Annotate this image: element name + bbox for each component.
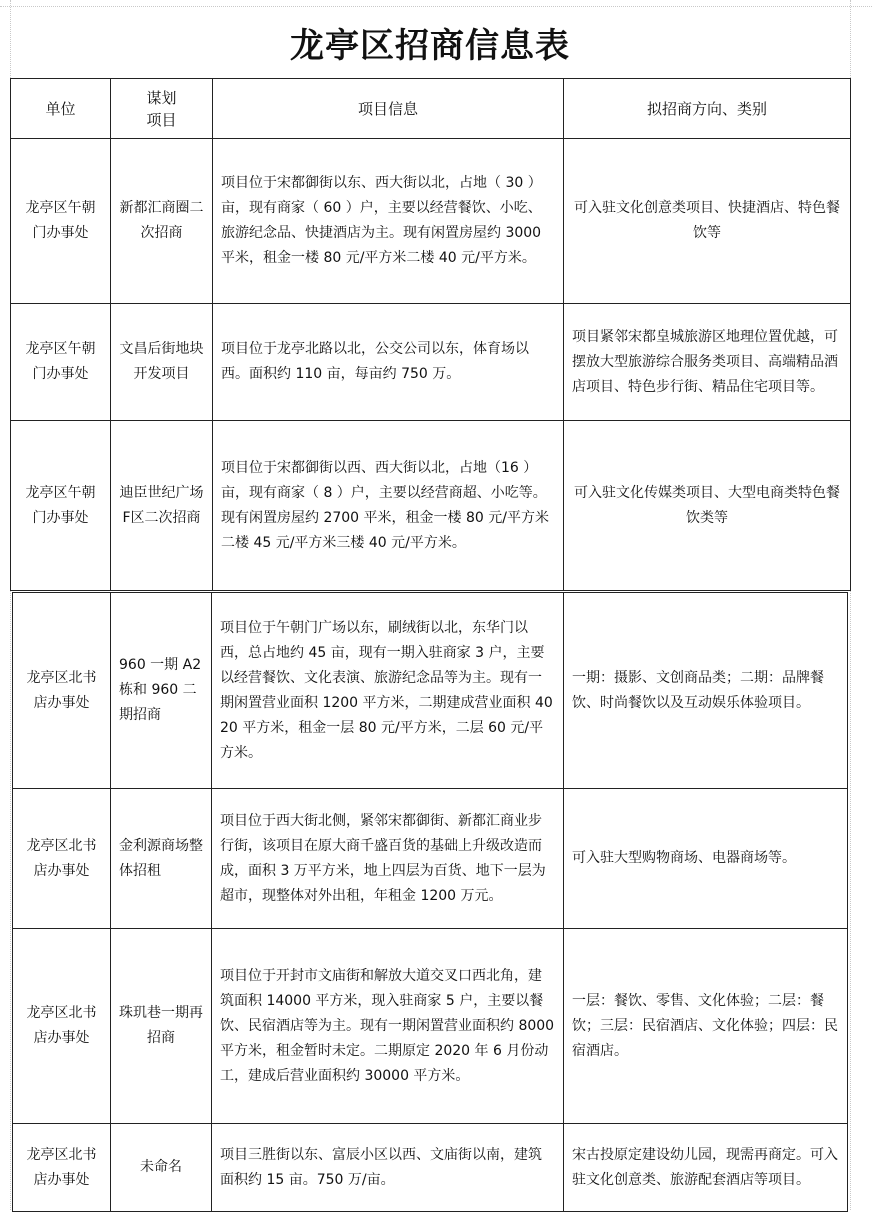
cell-direction: 一期：摄影、文创商品类；二期：品牌餐饮、时尚餐饮以及互动娱乐体验项目。 — [564, 593, 848, 789]
info-table-lower — [12, 592, 848, 1212]
header-project: 谋划 项目 — [111, 79, 213, 139]
cell-info: 项目三胜街以东、富辰小区以西、文庙街以南，建筑面积约 15 亩。750 万/亩。 — [212, 1124, 564, 1212]
cell-info: 项目位于开封市文庙街和解放大道交叉口西北角，建筑面积 14000 平方米，现入驻商家 5 户，主要以餐饮、民宿酒店等为主。现有一期闲置营业面积约 8000 平方米，租金暂时未定。二期原定 2020 年 6 月份动工，建成后营业面积约 30000 平方米。 — [212, 929, 564, 1124]
header-info: 项目信息 — [213, 79, 564, 139]
header-direction: 拟招商方向、类别 — [564, 79, 851, 139]
cell-project: 珠玑巷一期再招商 — [111, 929, 212, 1124]
table-row — [11, 304, 851, 421]
table-row — [13, 593, 848, 789]
cell-direction: 项目紧邻宋都皇城旅游区地理位置优越，可摆放大型旅游综合服务类项目、高端精品酒店项目、特色步行街、精品住宅项目等。 — [564, 304, 851, 421]
cell-unit: 龙亭区午朝门办事处 — [11, 139, 111, 304]
cell-info: 项目位于龙亭北路以北，公交公司以东，体育场以西。面积约 110 亩，每亩约 750 万。 — [213, 304, 564, 421]
cell-project: 新都汇商圈二次招商 — [111, 139, 213, 304]
cell-info: 项目位于西大街北侧，紧邻宋都御街、新都汇商业步行街，该项目在原大商千盛百货的基础上升级改造而成，面积 3 万平方米，地上四层为百货、地下一层为超市，现整体对外出租，年租金 1200 万元。 — [212, 789, 564, 929]
cell-unit: 龙亭区北书店办事处 — [13, 929, 111, 1124]
cell-project: 未命名 — [111, 1124, 212, 1212]
cell-direction: 宋古投原定建设幼儿园，现需再商定。可入驻文化创意类、旅游配套酒店等项目。 — [564, 1124, 848, 1212]
cell-project: 金利源商场整体招租 — [111, 789, 212, 929]
cell-unit: 龙亭区午朝门办事处 — [11, 304, 111, 421]
cell-project: 迪臣世纪广场F区二次招商 — [111, 421, 213, 591]
table-row — [13, 789, 848, 929]
cell-unit: 龙亭区午朝门办事处 — [11, 421, 111, 591]
table-row — [11, 421, 851, 591]
cell-direction: 一层：餐饮、零售、文化体验；二层：餐饮；三层：民宿酒店、文化体验；四层：民宿酒店。 — [564, 929, 848, 1124]
cell-direction: 可入驻大型购物商场、电器商场等。 — [564, 789, 848, 929]
cell-unit: 龙亭区北书店办事处 — [13, 789, 111, 929]
cell-unit: 龙亭区北书店办事处 — [13, 593, 111, 789]
table-row — [13, 1124, 848, 1212]
cell-project: 960 一期 A2 栋和 960 二期招商 — [111, 593, 212, 789]
cell-unit: 龙亭区北书店办事处 — [13, 1124, 111, 1212]
cell-info: 项目位于宋都御街以东、西大街以北，占地（ 30 ）亩，现有商家（ 60 ）户，主要以经营餐饮、小吃、旅游纪念品、快捷酒店为主。现有闲置房屋约 3000 平米，租金一楼 80 元/平方米二楼 40 元/平方米。 — [213, 139, 564, 304]
header-row — [11, 79, 851, 139]
header-unit: 单位 — [11, 79, 111, 139]
cell-direction: 可入驻文化传媒类项目、大型电商类特色餐饮类等 — [564, 421, 851, 591]
cell-info: 项目位于宋都御街以西、西大街以北，占地（16 ）亩，现有商家（ 8 ）户，主要以经营商超、小吃等。现有闲置房屋约 2700 平米，租金一楼 80 元/平方米二楼 45 元/平方米三楼 40 元/平方米。 — [213, 421, 564, 591]
table-row — [11, 139, 851, 304]
page-title: 龙亭区招商信息表 — [290, 25, 570, 66]
cell-project: 文昌后街地块开发项目 — [111, 304, 213, 421]
cell-info: 项目位于午朝门广场以东，刷绒街以北，东华门以西，总占地约 45 亩，现有一期入驻商家 3 户，主要以经营餐饮、文化表演、旅游纪念品等为主。现有一期闲置营业面积 1200 平方米，二期建成营业面积 4020 平方米，租金一层 80 元/平方米，二层 60 元/平方米。 — [212, 593, 564, 789]
cell-direction: 可入驻文化创意类项目、快捷酒店、特色餐饮等 — [564, 139, 851, 304]
info-table-upper — [10, 78, 851, 591]
table-row — [13, 929, 848, 1124]
